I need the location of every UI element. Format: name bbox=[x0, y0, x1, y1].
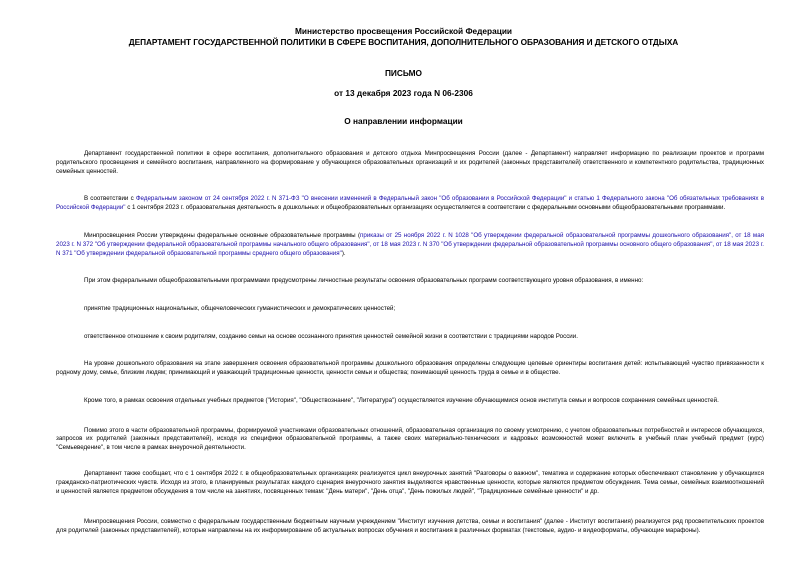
paragraph-responsibility: ответственное отношение к своим родителям, созданию семьи на основе осознанного принятия ценностей семейной жизни в соответствии с традициями народов России. bbox=[84, 332, 578, 340]
paragraph-text: с 1 сентября 2023 г. образовательная деятельность в дошкольных и общеобразовательных организациях осуществляется в соответствии с федеральными основными общеобразовательными программами. bbox=[125, 204, 726, 212]
paragraph-text: ). bbox=[341, 249, 346, 257]
paragraph-intro: Департамент государственной политики в сфере воспитания, дополнительного образования и детского отдыха Минпросвещения России (далее - Департамент) направляет информацию по реализации проектов и программ родительского просвещения и семейного воспитания, направленного на формирование у обучающихся образовательных организаций и их родителей (законных представителей) ответственного и компетентного родительства, традиционных семейных ценностей. bbox=[56, 150, 764, 175]
paragraph-programs bbox=[56, 232, 764, 259]
letter-body bbox=[56, 150, 764, 554]
paragraph-values: принятие традиционных национальных, общечеловеческих гуманистических и демократических ценностей; bbox=[84, 304, 396, 312]
document-subject: О направлении информации bbox=[344, 116, 463, 126]
federal-law-link[interactable]: Федеральным законом от 24 сентября 2022 г. N 371-ФЗ "О внесении изменений в Федеральный закон "Об образовании в Российской Федерации" и статью 1 Федерального закона "Об обязательных требованиях в Российской Федерации" bbox=[56, 195, 764, 212]
paragraph-curriculum: Помимо этого в части образовательной программы, формируемой участниками образовательных отношений, образовательная организация по своему усмотрению, с учетом образовательных потребностей и интересов обучающихся, запросов их родителей (законных представителей), исходя из специфики образовательной программы, а также своих материально-технических и кадровых возможностей может включить в учебный план учебный предмет (курс) "Семьеведение", в том числе в рамках внеурочной деятельности. bbox=[56, 426, 764, 452]
ministry-name: Министерство просвещения Российской Федерации bbox=[294, 26, 513, 36]
paragraph-conversations: Департамент также сообщает, что с 1 сентября 2022 г. в общеобразовательных организациях реализуется цикл внеурочных занятий "Разговоры о важном", тематика и содержание которых обеспечивают становление у обучающихся гражданско-патриотических чувств. Исходя из этого, в планируемых результатах каждого сценария внеурочного занятия выделяются нравственные ценности, которые являются предметом обсуждения. Тема семьи, семейных взаимоотношений и ценностей является предметом обсуждения в том числе на занятиях, посвященных темам: "День матери", "День отца", "День пожилых людей", "Традиционные семейные ценности" и др. bbox=[56, 470, 764, 496]
paragraph-text: В соответствии с bbox=[84, 195, 136, 203]
document-date-number: от 13 декабря 2023 года N 06-2306 bbox=[334, 88, 473, 98]
document-type: ПИСЬМО bbox=[384, 68, 423, 78]
paragraph-text: Минпросвещения России утверждены федеральные основные образовательные программы ( bbox=[84, 231, 361, 239]
orders-link[interactable]: приказы от 25 ноября 2022 г. N 1028 "Об утверждении федеральной образовательной программы дошкольного образования", от 18 мая 2023 г. N 372 "Об утверждении федеральной образовательной программы начального общего образования", от 18 мая 2023 г. N 370 "Об утверждении федеральной образовательной программы основного общего образования", от 18 мая 2023 г. N 371 "Об утверждении федеральной образовательной программы среднего общего образования" bbox=[56, 231, 764, 257]
paragraph-subjects: Кроме того, в рамках освоения отдельных учебных предметов ("История", "Обществознание", "Литература") осуществляется изучение обучающимися основ института семьи и вопросов сохранения семейных ценностей. bbox=[84, 396, 719, 404]
paragraph-federal-law bbox=[56, 195, 764, 213]
paragraph-institute: Минпросвещения России, совместно с федеральным государственным бюджетным научным учреждением "Институт изучения детства, семьи и воспитания" (далее - Институт воспитания) реализуется ряд просветительских проектов для родителей (законных представителей), которые направлены на их информирование об актуальных вопросах обучения и воспитания в различных форматах (текстовые, аудио- и видеоформаты, обучающие марафоны). bbox=[56, 517, 764, 534]
paragraph-results: При этом федеральными общеобразовательными программами предусмотрены личностные результаты освоения образовательных программ соответствующего уровня образования, в именно: bbox=[84, 277, 644, 285]
paragraph-preschool: На уровне дошкольного образования на этапе завершения освоения образовательной программы дошкольного образования определены следующие целевые ориентиры воспитания детей: испытывающий чувство привязанности к родному дому, семье, близким людям; принимающий и уважающий традиционные ценности, ценности семьи и общества; понимающий ценность труда в семье и в обществе. bbox=[56, 360, 764, 376]
department-name: ДЕПАРТАМЕНТ ГОСУДАРСТВЕННОЙ ПОЛИТИКИ В СФЕРЕ ВОСПИТАНИЯ, ДОПОЛНИТЕЛЬНОГО ОБРАЗОВАНИЯ И ДЕТСКОГО ОТДЫХА bbox=[128, 37, 679, 47]
